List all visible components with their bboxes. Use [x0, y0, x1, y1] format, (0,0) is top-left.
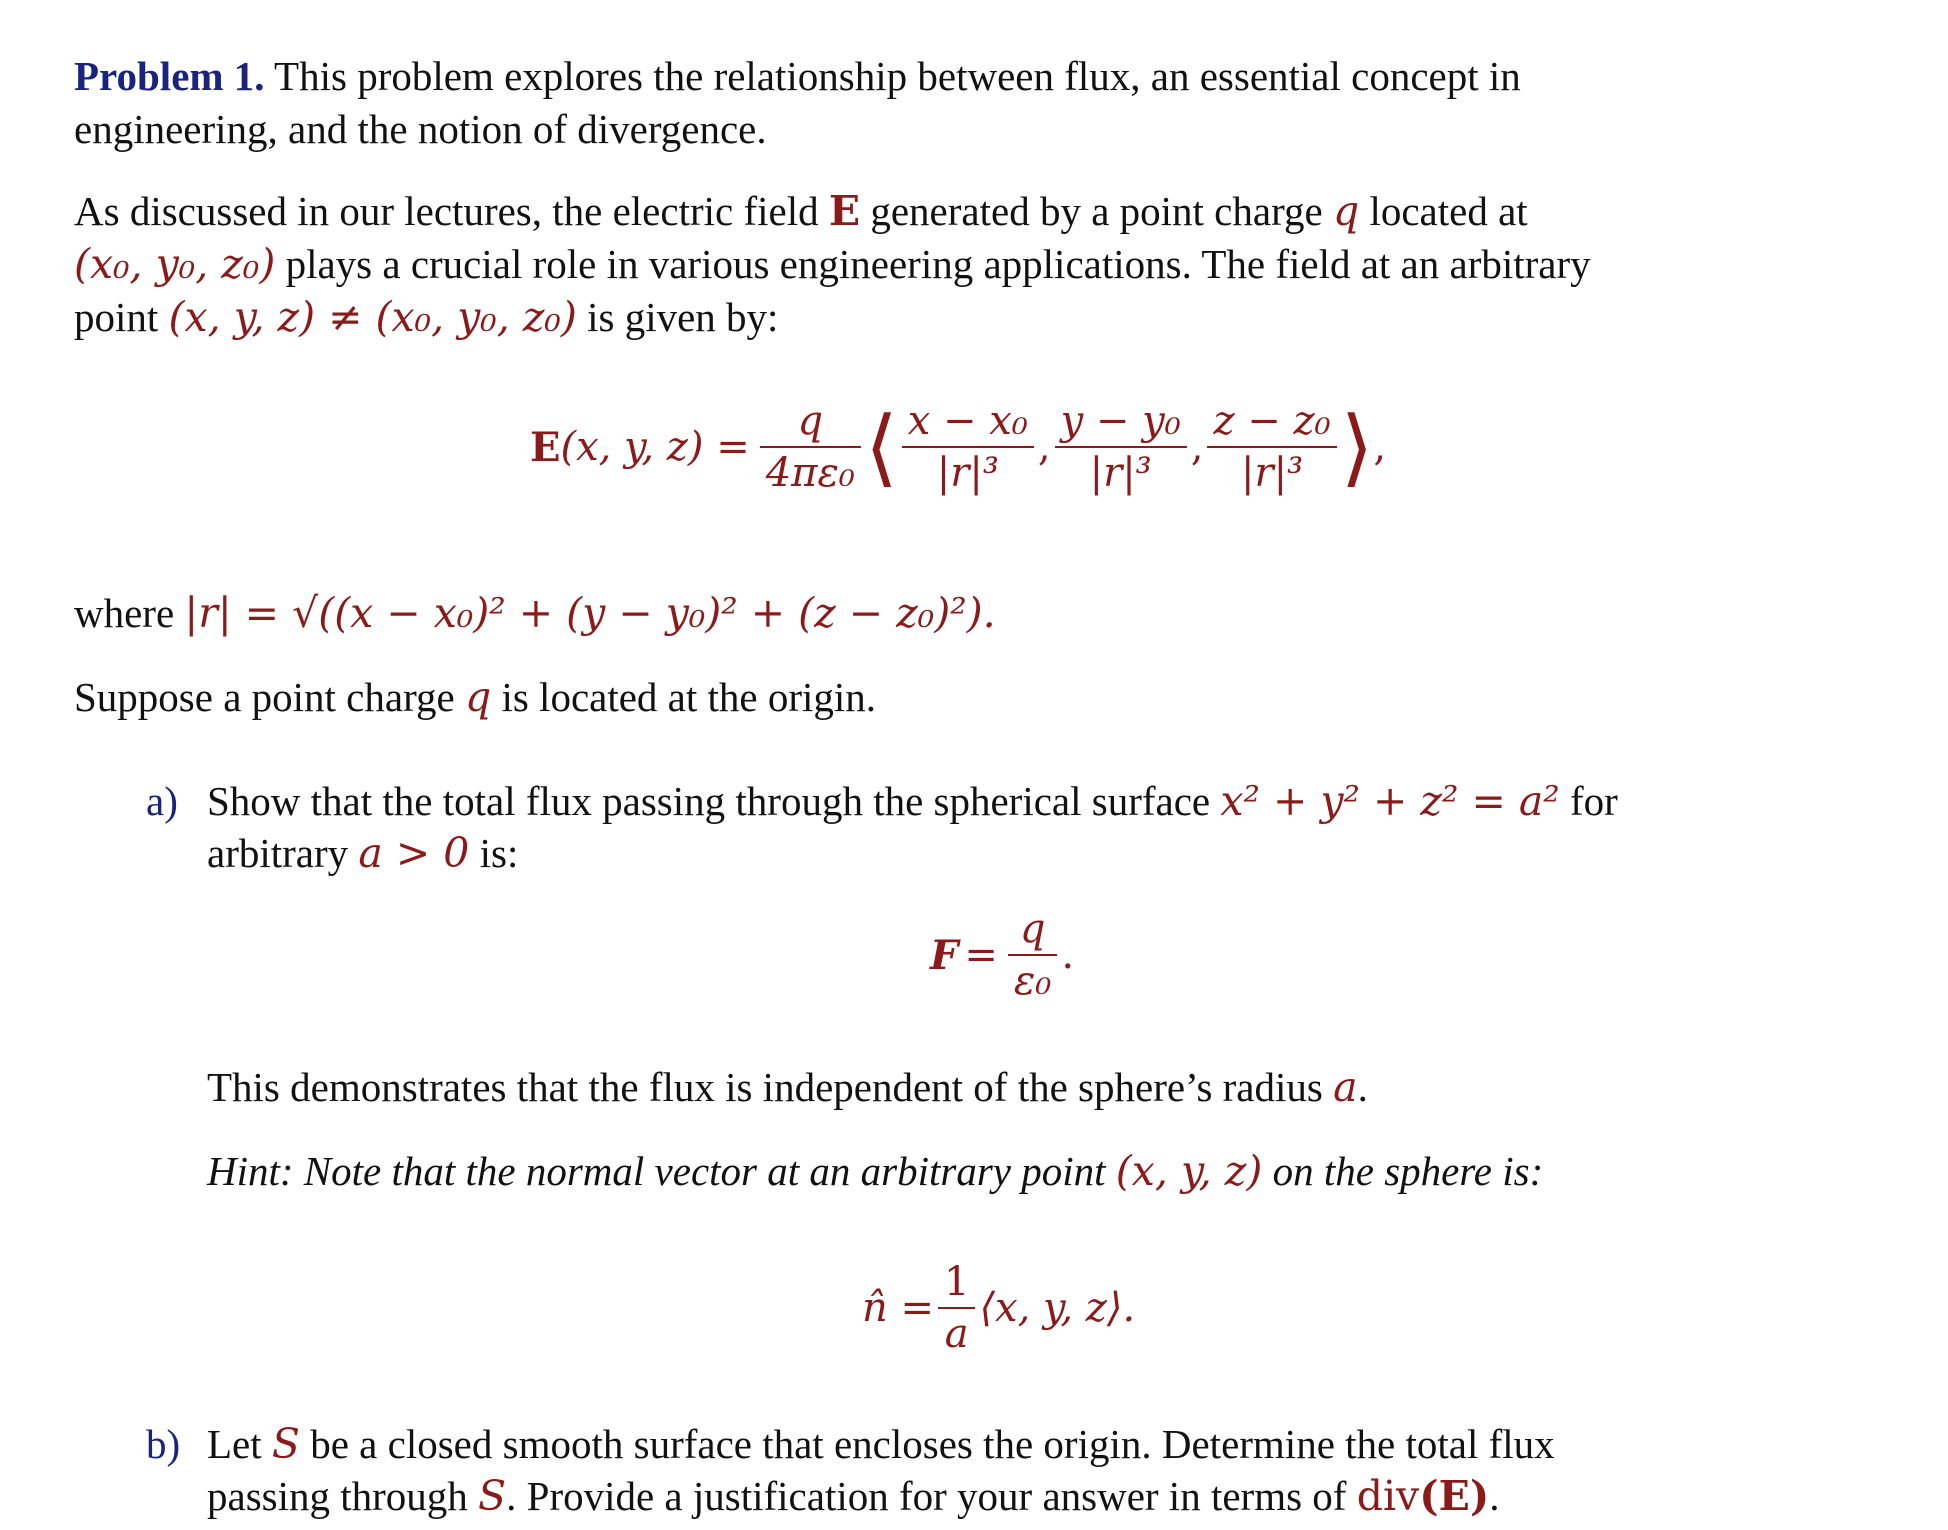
- eq-E-symbol: E: [530, 423, 561, 471]
- flux-denominator: ε₀: [1008, 954, 1058, 1004]
- comma: ,: [1190, 424, 1204, 470]
- flux-numerator: q: [1019, 906, 1046, 952]
- demonstrate-line: [207, 1061, 1368, 1113]
- part-b-marker: [146, 1418, 180, 1470]
- flux-fraction: [1008, 906, 1058, 1004]
- component-z-fraction: [1207, 398, 1336, 496]
- component-y-denominator: |r|³: [1055, 446, 1187, 496]
- part-a-text-2: for: [1559, 778, 1618, 824]
- suppose-text-b: is located at the origin.: [491, 674, 877, 720]
- para2-line2: [74, 238, 1591, 290]
- hint-point-math: (x, y, z): [1115, 1147, 1263, 1195]
- para2-text-b: generated by a point charge: [860, 188, 1333, 234]
- where-line: [74, 587, 996, 639]
- divergence-operator: div: [1356, 1472, 1420, 1520]
- surface-S-symbol-2: S: [478, 1472, 507, 1520]
- part-a-text-3: arbitrary: [207, 830, 359, 876]
- part-b-period: .: [1489, 1473, 1500, 1519]
- para2-text-d: plays a crucial role in various engineering applications. The field at an arbitrary: [275, 241, 1591, 287]
- component-z-denominator: |r|³: [1207, 446, 1336, 496]
- para2-text-f: is given by:: [576, 294, 779, 340]
- component-y-numerator: y − y₀: [1060, 398, 1181, 444]
- component-x-denominator: |r|³: [902, 446, 1034, 496]
- comma: ,: [1037, 424, 1051, 470]
- right-angle-bracket: ⟩: [1340, 398, 1374, 496]
- component-y-fraction: [1055, 398, 1187, 496]
- electric-field-equation: [530, 392, 1386, 502]
- sphere-equation-math: x² + y² + z² = a²: [1220, 777, 1560, 825]
- where-text: where: [74, 590, 185, 636]
- para2-line3: [74, 291, 778, 343]
- source-point-math: (x₀, y₀, z₀): [74, 240, 276, 288]
- divergence-argument: (E): [1419, 1472, 1490, 1520]
- prefactor-numerator: q: [797, 398, 824, 444]
- suppose-text-a: Suppose a point charge: [74, 674, 465, 720]
- part-b-text-3: passing through: [207, 1473, 479, 1519]
- E-field-symbol: E: [828, 187, 861, 235]
- hint-text-a: Hint: Note that the normal vector at an arbitrary point: [207, 1148, 1116, 1194]
- left-angle-bracket: ⟨: [864, 398, 898, 496]
- para2-line1: [74, 185, 1528, 237]
- flux-equation: [930, 905, 1074, 1005]
- part-b-text-4: . Provide a justification for your answer in terms of: [506, 1473, 1357, 1519]
- component-x-fraction: [902, 398, 1034, 496]
- demo-period: .: [1357, 1064, 1368, 1110]
- part-b-label: b): [146, 1421, 181, 1467]
- para2-text-c: located at: [1359, 188, 1528, 234]
- normal-fraction: [938, 1259, 975, 1357]
- para2-text-e: point: [74, 294, 169, 340]
- demo-text: This demonstrates that the flux is independent of the sphere’s radius: [207, 1064, 1334, 1110]
- surface-S-symbol: S: [271, 1420, 300, 1468]
- eq-lhs-args: (x, y, z) =: [560, 424, 750, 470]
- part-a-line1: [207, 775, 1618, 827]
- part-a-label: a): [146, 778, 178, 824]
- part-a-marker: [146, 775, 178, 827]
- suppose-charge-symbol: q: [464, 673, 492, 721]
- eq-trailing-comma: ,: [1373, 424, 1387, 470]
- part-b-text-1: Let: [207, 1421, 272, 1467]
- equals-sign: =: [964, 932, 998, 978]
- component-z-numerator: z − z₀: [1213, 398, 1331, 444]
- point-inequality-math: (x, y, z) ≠ (x₀, y₀, z₀): [168, 293, 577, 341]
- flux-F-symbol: F: [930, 931, 959, 979]
- hint-line: [207, 1145, 1543, 1197]
- part-a-text-4: is:: [469, 830, 519, 876]
- prefactor-fraction: [760, 398, 861, 496]
- part-b-text-2: be a closed smooth surface that encloses the origin. Determine the total flux: [299, 1421, 1555, 1467]
- problem-intro-line2: engineering, and the notion of divergence.: [74, 106, 767, 152]
- hint-text-b: on the sphere is:: [1262, 1148, 1544, 1194]
- period: .: [1061, 932, 1075, 978]
- suppose-line: [74, 671, 876, 723]
- para2-text-a: As discussed in our lectures, the electric field: [74, 188, 829, 234]
- part-a-text-1: Show that the total flux passing through the spherical surface: [207, 778, 1221, 824]
- charge-symbol: q: [1332, 187, 1360, 235]
- part-b-line1: [207, 1418, 1555, 1470]
- problem-label: Problem 1.: [74, 53, 265, 99]
- problem-intro-line1: [74, 50, 1521, 102]
- radius-condition-math: a > 0: [358, 829, 470, 877]
- part-b-line2: [207, 1470, 1500, 1522]
- intro-text-1: This problem explores the relationship between flux, an essential concept in: [264, 53, 1521, 99]
- normal-vector-equation: [862, 1258, 1135, 1358]
- normal-vector-components: ⟨x, y, z⟩.: [979, 1285, 1136, 1331]
- normal-denominator: a: [938, 1307, 975, 1357]
- demo-radius-math: a: [1333, 1063, 1358, 1111]
- component-x-numerator: x − x₀: [907, 398, 1028, 444]
- prefactor-denominator: 4πε₀: [760, 446, 861, 496]
- part-a-line2: [207, 827, 518, 879]
- r-magnitude-math: |r| = √((x − x₀)² + (y − y₀)² + (z − z₀)²).: [184, 589, 996, 637]
- normal-n-hat: n̂ =: [862, 1285, 934, 1331]
- normal-numerator: 1: [944, 1259, 970, 1305]
